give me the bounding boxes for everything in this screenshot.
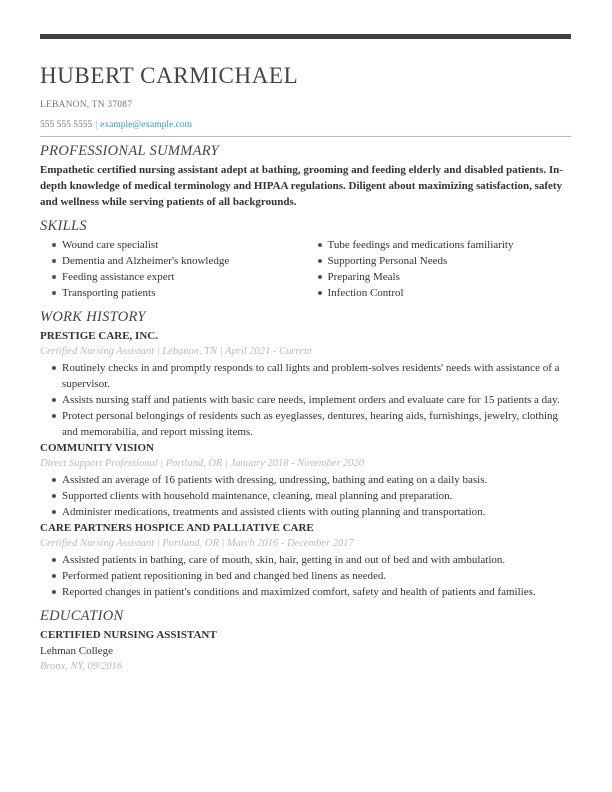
skill-item: Wound care specialist <box>40 237 306 253</box>
summary-text: Empathetic certified nursing assistant adept at bathing, grooming and feeding elderly and disabled patients. In-depth knowledge of medical terminology and HIPAA regulations. Diligent about maximizing satisfaction, safety and wellness while serving patients of all backgrounds. <box>40 164 563 208</box>
education-title: EDUCATION <box>40 608 124 624</box>
resume-page <box>40 34 571 675</box>
top-accent-bar <box>40 34 571 39</box>
skills-title: SKILLS <box>40 218 87 234</box>
job-meta: Direct Support Professional | Portland, OR | January 2018 - November 2020 <box>40 458 365 469</box>
address: LEBANON, TN 37087 <box>40 100 133 110</box>
job-bullet: Routinely checks in and promptly responds to call lights and problem-solves residents' needs with assistance of a supervisor. <box>40 360 571 392</box>
work-history-title: WORK HISTORY <box>40 309 146 325</box>
job-bullet: Performed patient repositioning in bed and changed bed linens as needed. <box>40 568 571 584</box>
skill-item: Supporting Personal Needs <box>306 253 572 269</box>
candidate-name: HUBERT CARMICHAEL <box>40 63 299 88</box>
job-bullet: Assisted patients in bathing, care of mouth, skin, hair, getting in and out of bed and with ambulation. <box>40 552 571 568</box>
job-entry <box>40 328 571 440</box>
skill-item: Dementia and Alzheimer's knowledge <box>40 253 306 269</box>
job-bullet: Supported clients with household maintenance, cleaning, meal planning and preparation. <box>40 488 571 504</box>
job-bullet: Reported changes in patient's conditions and maximized comfort, safety and health of patients and families. <box>40 584 571 600</box>
contact-line <box>40 120 571 130</box>
job-meta: Certified Nursing Assistant | Portland, OR | March 2016 - December 2017 <box>40 538 354 549</box>
education-degree: CERTIFIED NURSING ASSISTANT <box>40 629 217 641</box>
skill-item: Transporting patients <box>40 285 306 301</box>
job-company: PRESTIGE CARE, INC. <box>40 330 158 342</box>
skills-column-right <box>306 237 572 301</box>
job-meta: Certified Nursing Assistant | Lebanon, TN | April 2021 - Current <box>40 346 312 357</box>
job-bullets <box>40 472 571 520</box>
contact-separator: | <box>95 120 98 130</box>
job-company: COMMUNITY VISION <box>40 442 154 454</box>
skill-item: Feeding assistance expert <box>40 269 306 285</box>
job-bullets <box>40 552 571 600</box>
skill-item: Infection Control <box>306 285 572 301</box>
phone: 555 555 5555 <box>40 120 93 130</box>
email-link[interactable]: example@example.com <box>100 120 192 130</box>
job-bullet: Administer medications, treatments and assisted clients with outing planning and transportation. <box>40 504 571 520</box>
summary-title: PROFESSIONAL SUMMARY <box>40 143 220 159</box>
job-bullets <box>40 360 571 440</box>
job-bullet: Protect personal belongings of residents such as eyeglasses, dentures, hearing aids, furnishings, jewelry, clothing and memorabilia, and report missing items. <box>40 408 571 440</box>
education-entry <box>40 627 571 675</box>
work-history <box>40 328 571 600</box>
job-entry <box>40 440 571 520</box>
education-school: Lehman College <box>40 645 114 657</box>
job-bullet: Assists nursing staff and patients with basic care needs, implement orders and evaluate care for 15 patients a day. <box>40 392 571 408</box>
skills-column-left <box>40 237 306 301</box>
job-entry <box>40 520 571 600</box>
header-divider <box>40 136 571 137</box>
skill-item: Preparing Meals <box>306 269 572 285</box>
job-company: CARE PARTNERS HOSPICE AND PALLIATIVE CARE <box>40 522 314 534</box>
skills-list <box>40 237 571 301</box>
job-bullet: Assisted an average of 16 patients with dressing, undressing, bathing and eating on a daily basis. <box>40 472 571 488</box>
skill-item: Tube feedings and medications familiarity <box>306 237 572 253</box>
education-meta: Bronx, NY, 09/2016 <box>40 661 123 672</box>
